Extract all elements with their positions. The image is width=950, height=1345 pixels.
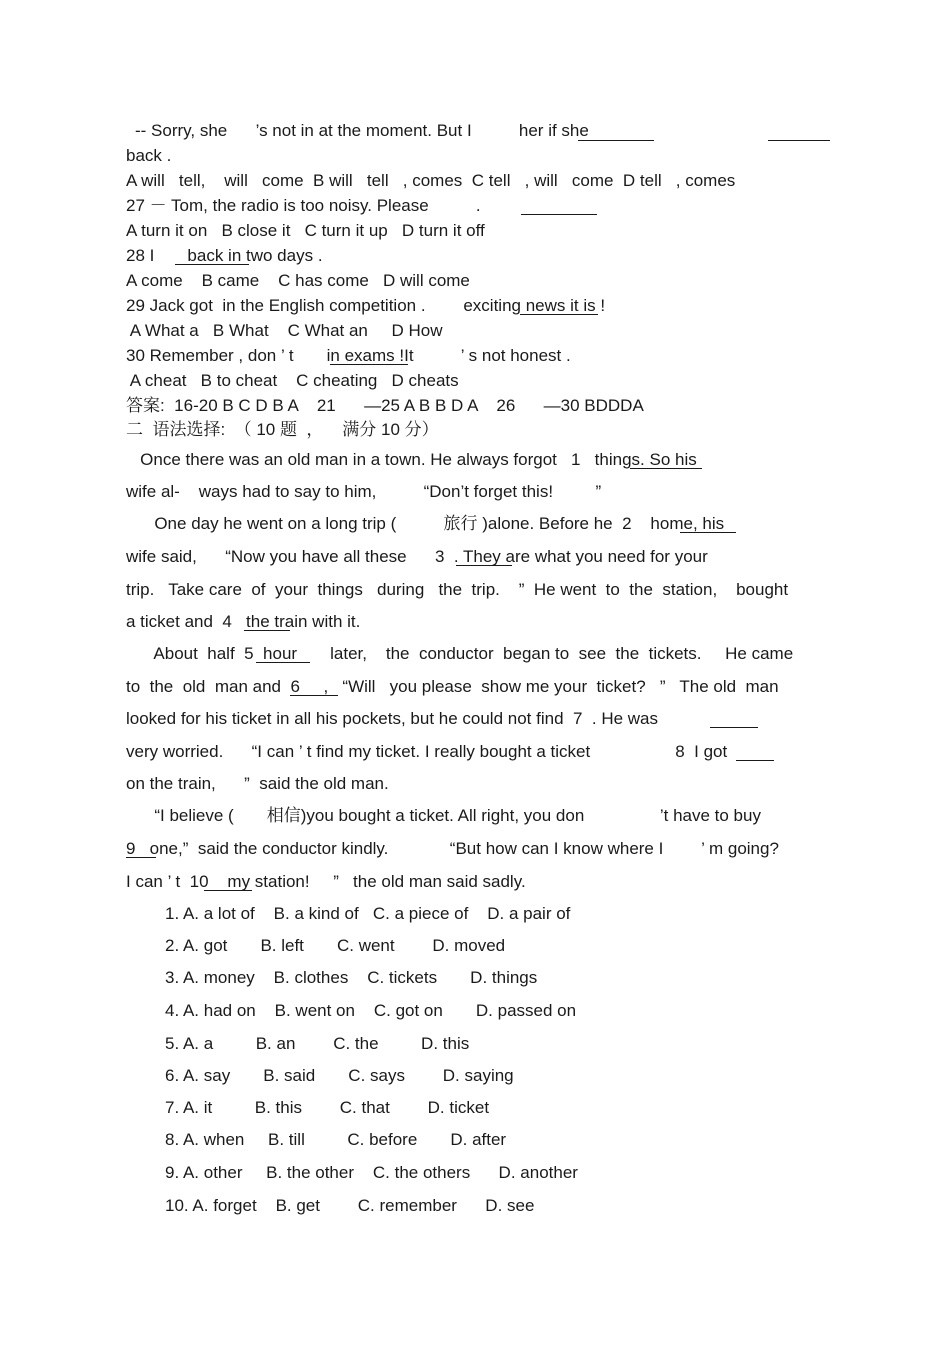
passage-line-1: Once there was an old man in a town. He always forgot 1 things. So his xyxy=(126,450,697,469)
passage-line-11: on the train, ” said the old man. xyxy=(126,774,389,793)
option-row: 4. A. had on B. went on C. got on D. passed on xyxy=(165,1001,577,1020)
q30-options: A cheat B to cheat C cheating D cheats xyxy=(126,371,459,390)
passage-line-5: trip. Take care of your things during the trip. ” He went to the station, bought xyxy=(126,580,789,599)
q28-stem: 28 I back in two days . xyxy=(126,246,323,265)
passage-line-10: very worried. “I can ’ t find my ticket. I really bought a ticket 8 I got xyxy=(126,742,728,761)
q27-stem: 27 － Tom, the radio is too noisy. Please . xyxy=(126,196,481,215)
option-row: 8. A. when B. till C. before D. after xyxy=(165,1130,507,1149)
passage-line-7: About half 5 hour later, the conductor began to see the tickets. He came xyxy=(126,644,794,663)
blank-2-underline xyxy=(680,532,736,533)
blank-3-underline xyxy=(456,565,512,566)
option-row: 10. A. forget B. get C. remember D. see xyxy=(165,1196,535,1215)
passage-line-6: a ticket and 4 the train with it. xyxy=(126,612,361,631)
q26-options: A will tell, will come B will tell , comes C tell , will come D tell , comes xyxy=(126,171,736,190)
q26-line2: back . xyxy=(126,146,172,165)
q27-blank xyxy=(521,214,597,215)
q29-options: A What a B What C What an D How xyxy=(126,321,443,340)
blank-4-underline xyxy=(244,630,290,631)
blank-6-underline xyxy=(290,695,338,696)
q26-line1: -- Sorry, she ’s not in at the moment. But I her if she xyxy=(135,121,589,140)
option-row: 9. A. other B. the other C. the others D. another xyxy=(165,1163,578,1182)
q27-options: A turn it on B close it C turn it up D turn it off xyxy=(126,221,485,240)
passage-line-9: looked for his ticket in all his pockets, but he could not find 7 . He was xyxy=(126,709,659,728)
q26-blank-1 xyxy=(578,140,654,141)
blank-8-underline xyxy=(736,760,774,761)
q30-stem: 30 Remember , don ’ t in exams !It ’ s not honest . xyxy=(126,346,571,365)
option-row: 2. A. got B. left C. went D. moved xyxy=(165,936,506,955)
passage-line-14: I can ’ t 10 my station! ” the old man said sadly. xyxy=(126,872,526,891)
option-row: 3. A. money B. clothes C. tickets D. things xyxy=(165,968,538,987)
option-row: 7. A. it B. this C. that D. ticket xyxy=(165,1098,490,1117)
passage-line-4: wife said, “Now you have all these 3 . They are what you need for your xyxy=(126,547,708,566)
passage-line-8: to the old man and 6 , “Will you please show me your ticket? ” The old man xyxy=(126,677,779,696)
blank-1-underline xyxy=(630,468,702,469)
q29-blank xyxy=(520,314,598,315)
q29-stem: 29 Jack got in the English competition . exciting news it is ! xyxy=(126,296,606,315)
passage-line-3: One day he went on a long trip ( 旅行 )alone. Before he 2 home, his xyxy=(126,514,725,533)
blank-9-underline xyxy=(126,857,156,858)
q30-blank xyxy=(330,364,408,365)
answer-key: 答案: 16-20 B C D B A 21 —25 A B B D A 26 —30 BDDDA xyxy=(126,396,644,415)
q28-options: A come B came C has come D will come xyxy=(126,271,470,290)
blank-7-underline xyxy=(710,727,758,728)
option-row: 1. A. a lot of B. a kind of C. a piece of D. a pair of xyxy=(165,904,571,923)
blank-10-underline xyxy=(204,890,252,891)
passage-line-12: “I believe ( 相信)you bought a ticket. All right, you don ’t have to buy xyxy=(126,806,761,825)
option-row: 6. A. say B. said C. says D. saying xyxy=(165,1066,514,1085)
q26-blank-2 xyxy=(768,140,830,141)
passage-line-2: wife al- ways had to say to him, “Don’t forget this! ” xyxy=(126,482,602,501)
passage-line-13: 9 one,” said the conductor kindly. “But how can I know where I ’ m going? xyxy=(126,839,779,858)
section-heading: 二 语法选择: （ 10 题 ， 满分 10 分） xyxy=(126,420,439,439)
option-row: 5. A. a B. an C. the D. this xyxy=(165,1034,470,1053)
q28-blank xyxy=(175,264,249,265)
blank-5-underline xyxy=(256,662,310,663)
